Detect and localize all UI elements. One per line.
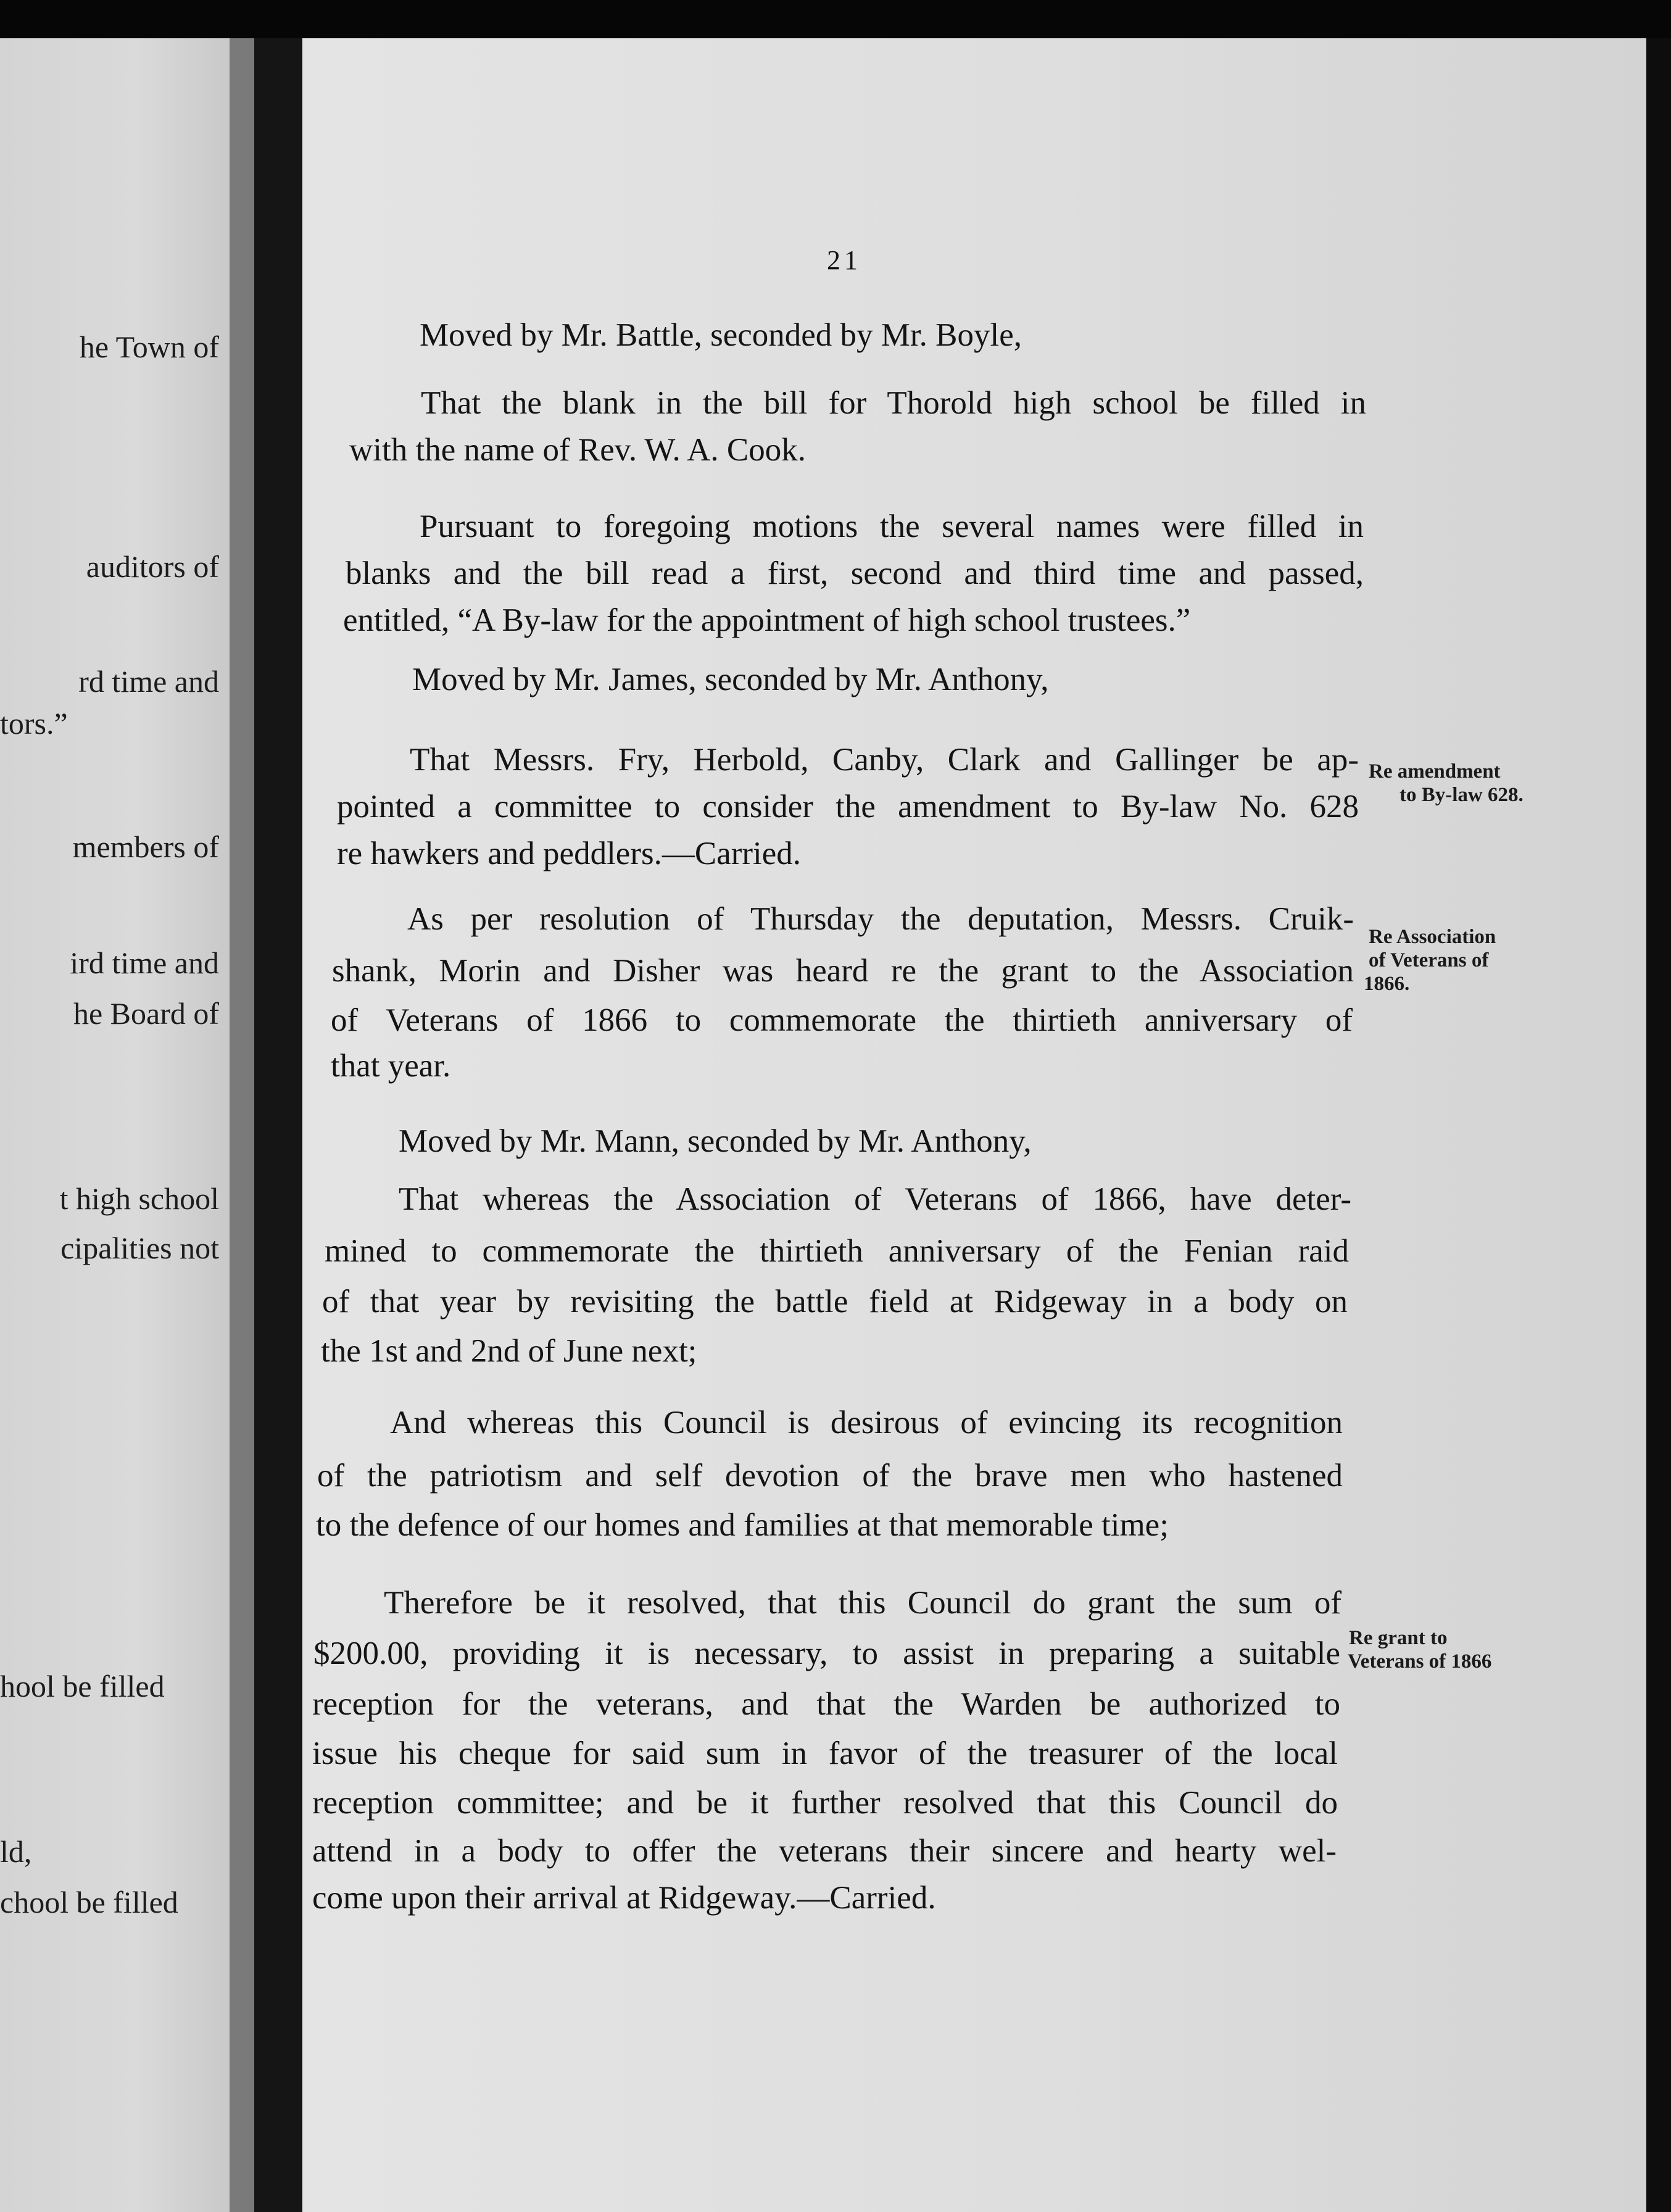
- text-line: That whereas the Association of Veterans of 1866, have deter-: [399, 1181, 1351, 1217]
- left-page-line: ird time and: [70, 946, 219, 980]
- left-page-line: cipalities not: [60, 1231, 219, 1265]
- text-line: blanks and the bill read a first, second and third time and passed,: [346, 555, 1364, 591]
- left-page-line: he Board of: [73, 996, 219, 1031]
- left-page-line: ld,: [0, 1834, 32, 1869]
- text-line: reception committee; and be it further resolved that this Council do: [312, 1785, 1338, 1821]
- text-line: of the patriotism and self devotion of the brave men who hastened: [317, 1458, 1343, 1494]
- margin-note-line: to By-law 628.: [1399, 784, 1524, 806]
- left-page-edge: [230, 38, 254, 2212]
- text-line: As per resolution of Thursday the deputation, Messrs. Cruik-: [407, 901, 1354, 937]
- margin-note-line: Re grant to: [1349, 1627, 1448, 1649]
- left-page-line: members of: [72, 830, 219, 864]
- text-line: attend in a body to offer the veterans their sincere and hearty wel-: [312, 1833, 1337, 1869]
- text-line: that year.: [331, 1048, 451, 1084]
- left-page-fragment: [0, 38, 230, 2212]
- left-page-line: tors.”: [0, 706, 68, 741]
- text-line: reception for the veterans, and that the Warden be authorized to: [312, 1686, 1340, 1722]
- text-line: That the blank in the bill for Thorold high school be filled in: [421, 385, 1366, 421]
- margin-note-line: Veterans of 1866: [1348, 1650, 1492, 1673]
- scan-border-top: [0, 0, 1671, 38]
- text-line: mined to commemorate the thirtieth anniversary of the Fenian raid: [325, 1233, 1349, 1269]
- text-line: with the name of Rev. W. A. Cook.: [349, 432, 806, 468]
- margin-note-line: Re amendment: [1369, 760, 1501, 783]
- text-line: pointed a committee to consider the amendment to By-law No. 628: [337, 789, 1359, 825]
- margin-note-line: 1866.: [1364, 973, 1410, 995]
- left-page-line: auditors of: [86, 549, 219, 584]
- text-line: Pursuant to foregoing motions the several names were filled in: [420, 509, 1364, 544]
- book-gutter: [254, 38, 302, 2212]
- text-line: of Veterans of 1866 to commemorate the thirtieth anniversary of: [331, 1002, 1353, 1038]
- text-line: That Messrs. Fry, Herbold, Canby, Clark and Gallinger be ap-: [410, 742, 1359, 778]
- left-page-line: he Town of: [79, 330, 219, 364]
- left-page-line: t high school: [59, 1181, 219, 1216]
- text-line: $200.00, providing it is necessary, to assist in preparing a suitable: [313, 1636, 1340, 1671]
- text-line: the 1st and 2nd of June next;: [321, 1333, 697, 1369]
- text-line: re hawkers and peddlers.—Carried.: [337, 836, 802, 871]
- text-line: Moved by Mr. James, seconded by Mr. Anthony,: [412, 662, 1049, 697]
- left-page-line: rd time and: [78, 664, 219, 699]
- text-line: come upon their arrival at Ridgeway.—Carried.: [312, 1880, 936, 1916]
- margin-note-line: Re Association: [1369, 926, 1496, 948]
- text-line: Moved by Mr. Mann, seconded by Mr. Anthony,: [399, 1123, 1032, 1159]
- text-line: Moved by Mr. Battle, seconded by Mr. Boyle,: [420, 317, 1022, 353]
- text-line: of that year by revisiting the battle field at Ridgeway in a body on: [322, 1284, 1348, 1320]
- scan-border-right: [1646, 38, 1671, 2212]
- text-line: shank, Morin and Disher was heard re the grant to the Association: [332, 953, 1354, 989]
- text-line: to the defence of our homes and families at that memorable time;: [316, 1507, 1169, 1543]
- margin-note-line: of Veterans of: [1369, 949, 1489, 971]
- left-page-line: hool be filled: [0, 1669, 165, 1703]
- page-number: 21: [827, 245, 861, 275]
- text-line: entitled, “A By-law for the appointment of high school trustees.”: [343, 602, 1191, 638]
- text-line: And whereas this Council is desirous of evincing its recognition: [390, 1405, 1343, 1441]
- text-line: Therefore be it resolved, that this Council do grant the sum of: [384, 1585, 1341, 1621]
- left-page-line: chool be filled: [0, 1885, 178, 1919]
- text-line: issue his cheque for said sum in favor of the treasurer of the local: [312, 1736, 1338, 1771]
